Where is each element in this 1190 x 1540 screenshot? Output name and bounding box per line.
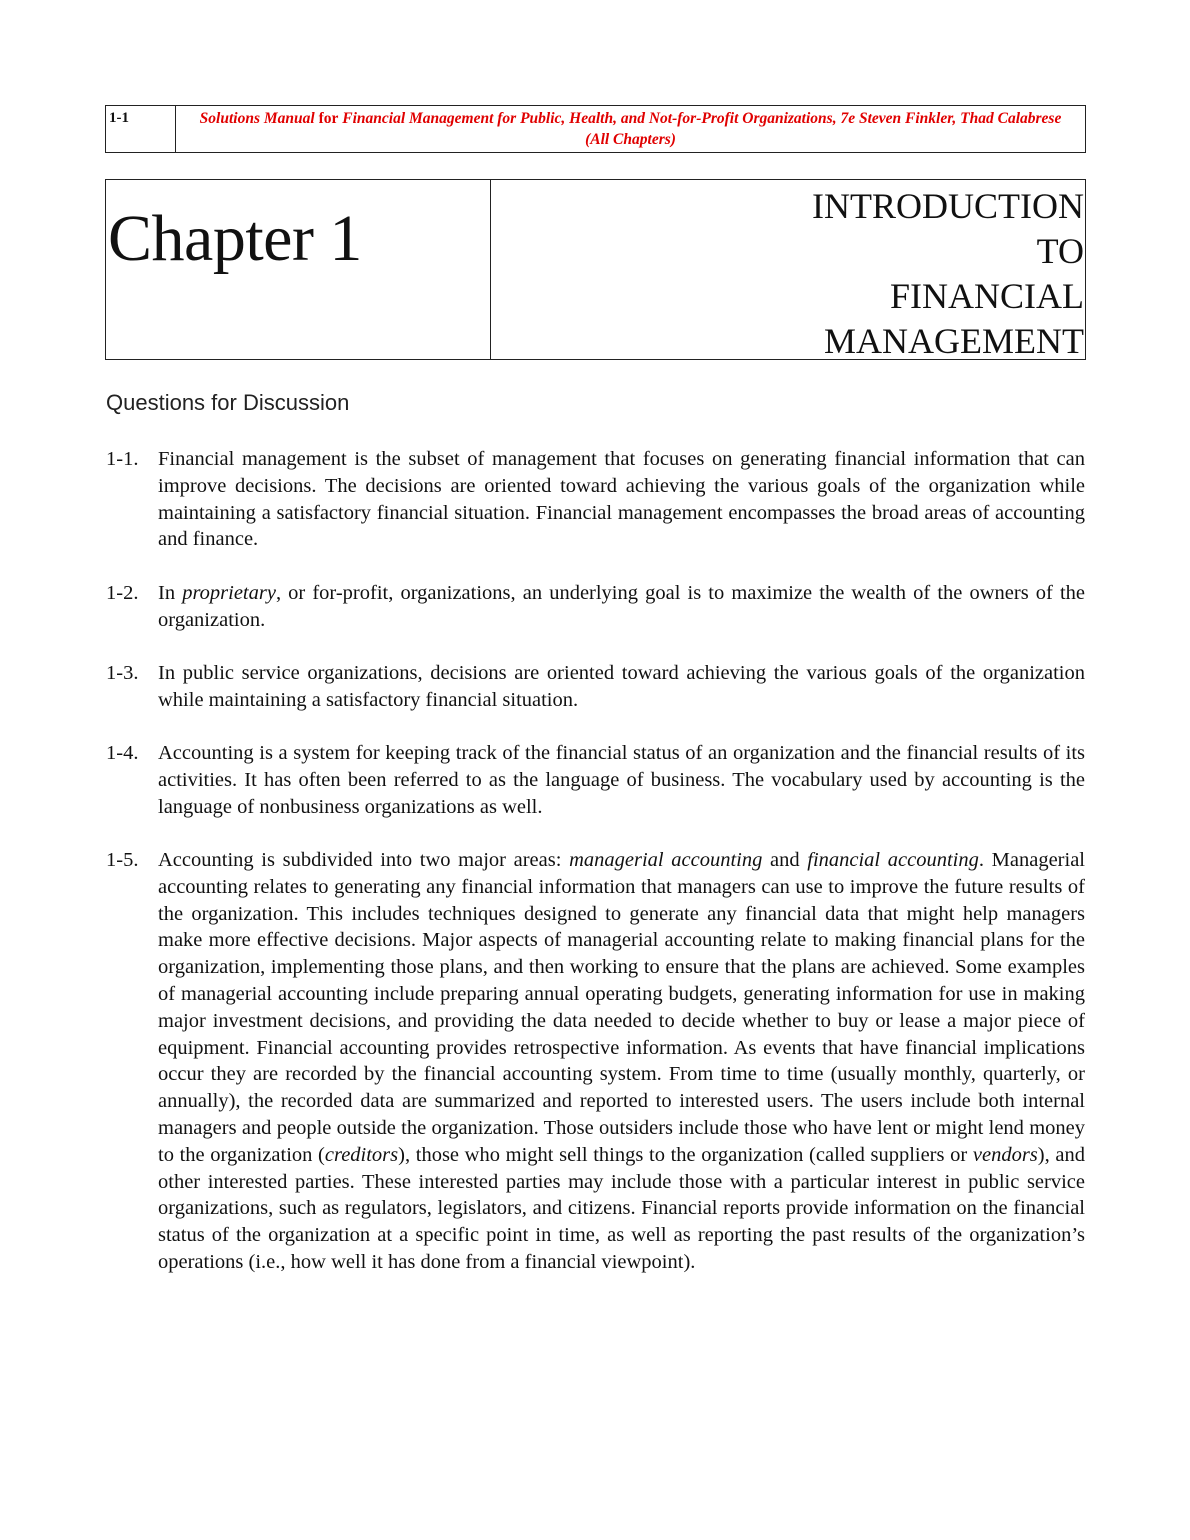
- chapter-title-line: INTRODUCTION: [812, 186, 1084, 226]
- question-number: 1-1.: [106, 448, 139, 470]
- question-number: 1-5.: [106, 849, 139, 871]
- question-number: 1-2.: [106, 582, 139, 604]
- book-title-part2: Financial Management for Public, Health, and Not-for-Profit Organizations, 7e Steven Finkler, Thad Calabrese (All Chapters): [338, 110, 1062, 148]
- chapter-title: [491, 180, 1085, 359]
- question-text: In public service organizations, decisions are oriented toward achieving the various goals of the organization while maintaining a satisfactory financial situation.: [158, 662, 1085, 711]
- question-number: 1-4.: [106, 742, 139, 764]
- text-segment: In: [158, 582, 183, 604]
- chapter-title-line: MANAGEMENT: [824, 321, 1084, 361]
- running-header: [105, 105, 1086, 153]
- book-title: [176, 106, 1085, 152]
- chapter-title-line: TO: [1036, 231, 1084, 271]
- question-number: 1-3.: [106, 662, 139, 684]
- chapter-title-line: FINANCIAL: [890, 276, 1084, 316]
- book-title-part1: Solutions Manual: [199, 110, 319, 127]
- question-item: [106, 847, 1085, 1276]
- text-segment: and: [762, 849, 808, 871]
- emphasis-term: proprietary: [182, 582, 276, 604]
- text-segment: Accounting is subdivided into two major areas:: [158, 849, 570, 871]
- question-item: [106, 580, 1085, 634]
- emphasis-term: managerial accounting: [569, 849, 763, 871]
- text-segment: ), those who might sell things to the organization (called suppliers or: [398, 1143, 973, 1166]
- text-segment: ), and other interested parties. These interested parties may include those with a particular interest in public service organizations, such as regulators, legislators, and citizens. Financial reports provide information on the financial status of the organization at a specific point in time, as well as reporting the past results of the organization’s operations (i.e., how well it has done from a financial viewpoint).: [158, 1143, 1085, 1273]
- text-segment: . Managerial accounting relates to generating any financial information that managers can use to improve the future results of the organization. This includes techniques designed to generate any financial data that might help managers make more effective decisions. Major aspects of managerial accounting relate to making financial plans for the organization, implementing those plans, and then working to ensure that the plans are achieved. Some examples of managerial accounting include preparing annual operating budgets, generating information for use in making major investment decisions, and providing the data needed to decide whether to buy or lease a major piece of equipment. Financial accounting provides retrospective information. As events that have financial implications occur they are recorded by the financial accounting system. From time to time (usually monthly, quarterly, or annually), the recorded data are summarized and reported to interested users. The users include both internal managers and people outside the organization. Those outsiders include those who have lent or might lend money to the organization (: [158, 849, 1085, 1166]
- question-item: [106, 740, 1085, 820]
- text-segment: , or for-profit, organizations, an underlying goal is to maximize the wealth of the owners of the organization.: [158, 582, 1085, 631]
- section-heading: Questions for Discussion: [106, 390, 350, 415]
- chapter-heading-box: [105, 179, 1086, 360]
- book-title-for: for: [318, 110, 339, 127]
- chapter-label: Chapter 1: [106, 180, 491, 359]
- question-item: [106, 446, 1085, 553]
- question-item: [106, 660, 1085, 714]
- emphasis-term: creditors: [324, 1143, 399, 1166]
- question-text: Accounting is a system for keeping track of the financial status of an organization and the financial results of its activities. It has often been referred to as the language of business. The vocabulary used by accounting is the language of nonbusiness organizations as well.: [158, 742, 1085, 818]
- question-text: [158, 847, 1085, 1276]
- emphasis-term: vendors: [972, 1143, 1038, 1166]
- page-number: 1-1: [106, 106, 176, 152]
- question-text: [158, 580, 1085, 634]
- emphasis-term: financial accounting: [807, 849, 979, 871]
- question-text: Financial management is the subset of management that focuses on generating financial information that can improve decisions. The decisions are oriented toward achieving the various goals of the organization while maintaining a satisfactory financial situation. Financial management encompasses the broad areas of accounting and finance.: [158, 448, 1085, 551]
